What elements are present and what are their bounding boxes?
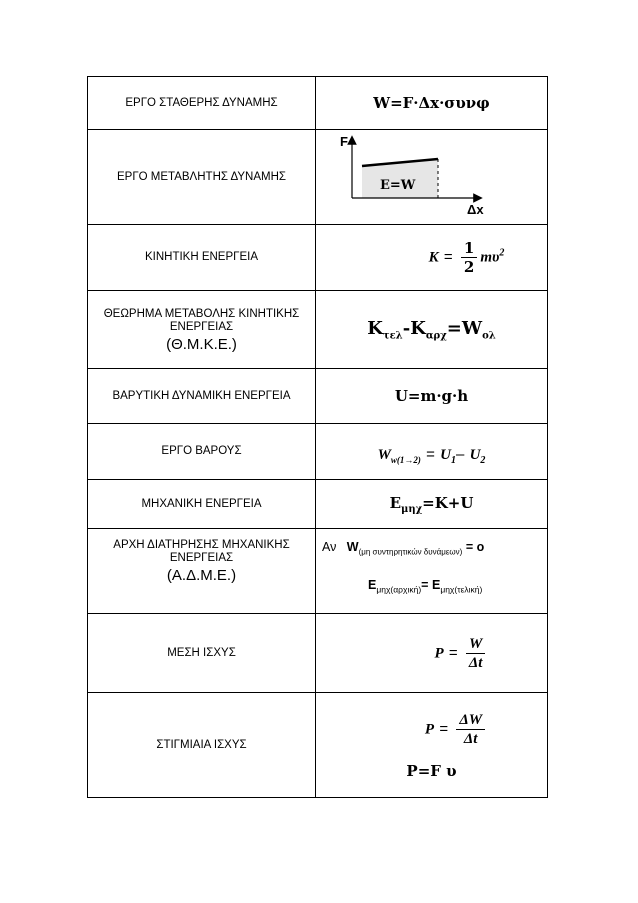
table-row (88, 529, 548, 614)
work-graph (316, 130, 548, 224)
row-label: ΚΙΝΗΤΙΚΗ ΕΝΕΡΓΕΙΑ (88, 225, 316, 291)
table-row (88, 369, 548, 424)
row-formula (316, 529, 548, 614)
row-formula: P = $\frac{W}{\Delta t}$ (316, 614, 548, 693)
conservation-condition: Αν $W_{(\mu\eta \sigma\upsilon\nu\tau\eta\rho\eta\tau\iota\kappa ώ\nu \delta\upsilon\nu ά\mu\varepsilon\omega\nu)} = o$ (322, 540, 485, 557)
table-row (88, 614, 548, 693)
table-row (88, 77, 548, 130)
row-label: ΣΤΙΓΜΙΑΙΑ ΙΣΧΥΣ (88, 693, 316, 798)
table-row (88, 693, 548, 798)
instant-power-formula: P=F υ (406, 761, 457, 780)
table-row (88, 225, 548, 291)
row-label: ΑΡΧΗ ΔΙΑΤΗΡΗΣΗΣ ΜΗΧΑΝΙΚΗΣ ΕΝΕΡΓΕΙΑΣ (Α.Δ.Μ.Ε.) (88, 529, 316, 614)
table-row (88, 480, 548, 529)
row-label: ΘΕΩΡΗΜΑ ΜΕΤΑΒΟΛΗΣ ΚΙΝΗΤΙΚΗΣ ΕΝΕΡΓΕΙΑΣ (Θ.Μ.Κ.Ε.) (88, 291, 316, 369)
row-label: ΒΑΡΥΤΙΚΗ ΔΥΝΑΜΙΚΗ ΕΝΕΡΓΕΙΑ (88, 369, 316, 424)
row-label: ΜΕΣΗ ΙΣΧΥΣ (88, 614, 316, 693)
fraction: $\frac{1}{2}$ (461, 239, 477, 276)
area-label: E=W (380, 178, 416, 193)
row-formula: $K_{\tau\varepsilon\lambda}-K_{\alpha\rho\chi}=W_{o\lambda}$ (316, 291, 548, 369)
x-axis-label: Δx (467, 202, 484, 217)
row-formula: $W_{w(1\to 2)} = U_1-$ $U_2$ (316, 424, 548, 480)
table-row (88, 130, 548, 225)
row-formula: P = $\frac{\Delta W}{\Delta t}$ P=F υ (316, 693, 548, 798)
row-formula: $E_{\mu\eta\chi}=K+U$ (316, 480, 548, 529)
y-axis-label: F (340, 134, 348, 149)
formula-table (87, 76, 548, 798)
fraction: $\frac{W}{\Delta t}$ (466, 635, 486, 672)
row-formula: K = $\frac{1}{2}$ $m\upsilon^2$ (316, 225, 548, 291)
row-formula: W=F·Δx·συνφ (316, 77, 548, 130)
row-formula (316, 130, 548, 225)
row-label: ΕΡΓΟ ΣΤΑΘΕΡΗΣ ΔΥΝΑΜΗΣ (88, 77, 316, 130)
table-row (88, 424, 548, 480)
conservation-equation: $E_{\mu\eta\chi(\alpha\rho\chi\iota\kappa ή)}= E_{\mu\eta\chi(\tau\varepsilon\lambda\iota\kappa ή)}$ (368, 577, 483, 594)
row-formula: U=m·g·h (316, 369, 548, 424)
row-label: ΕΡΓΟ ΜΕΤΑΒΛΗΤΗΣ ΔΥΝΑΜΗΣ (88, 130, 316, 225)
table-row (88, 291, 548, 369)
row-label: ΜΗΧΑΝΙΚΗ ΕΝΕΡΓΕΙΑ (88, 480, 316, 529)
row-label: ΕΡΓΟ ΒΑΡΟΥΣ (88, 424, 316, 480)
fraction: $\frac{\Delta W}{\Delta t}$ (456, 711, 485, 748)
